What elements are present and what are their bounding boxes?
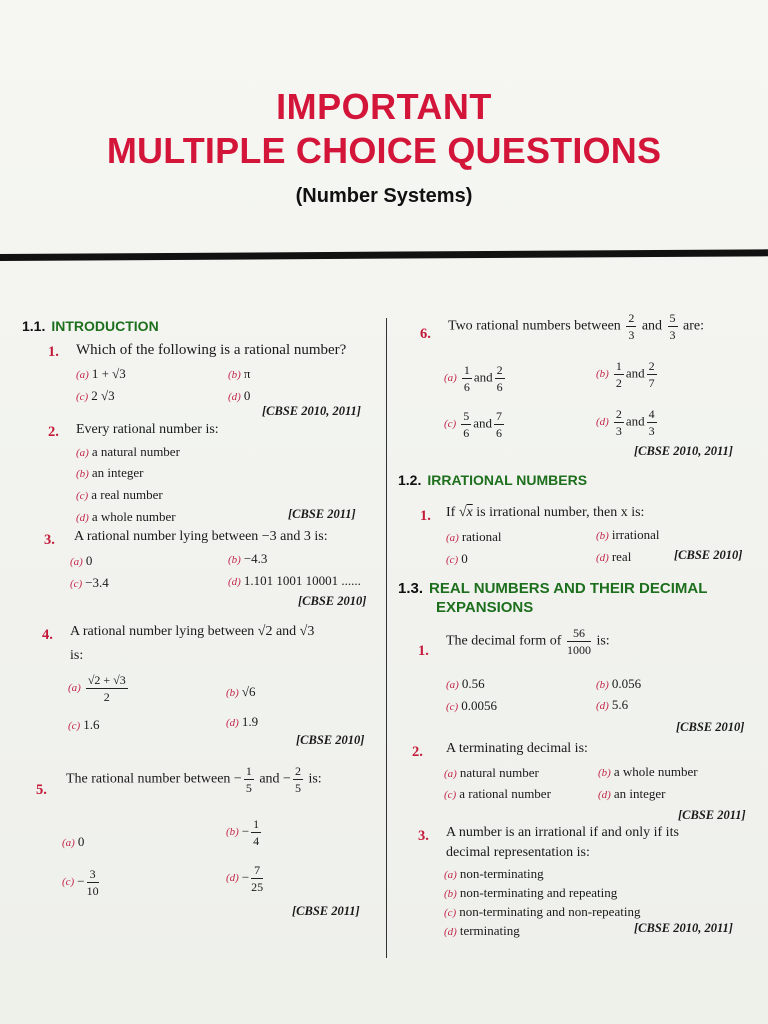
option-text: real — [611, 549, 632, 564]
option-text: terminating — [459, 923, 520, 938]
option-d — [596, 549, 631, 565]
fraction — [668, 312, 678, 341]
option-text: a real number — [91, 487, 163, 502]
option-label: (a) — [70, 556, 83, 568]
option-label: (b) — [598, 767, 611, 779]
option-text: a whole number — [613, 764, 698, 779]
column-divider — [386, 318, 387, 958]
fraction — [626, 312, 636, 341]
numerator: 3 — [87, 868, 99, 883]
option-text: 1 + √3 — [91, 366, 126, 381]
option-text: 0 — [461, 551, 468, 566]
option-text: non-terminating — [459, 866, 544, 881]
sign: − — [77, 873, 85, 889]
option-text: and — [473, 415, 492, 431]
source-citation: [CBSE 2010, 2011] — [634, 444, 733, 458]
question-text-part: Two rational numbers between — [448, 318, 621, 334]
source-citation: [CBSE 2011] — [288, 507, 356, 521]
fraction — [494, 410, 504, 439]
numerator: 2 — [615, 407, 622, 421]
numerator: 7 — [496, 409, 502, 423]
option-text: 0.56 — [461, 676, 485, 691]
option-d — [226, 864, 265, 893]
source-citation: [CBSE 2010] — [676, 720, 745, 734]
option-label: (b) — [226, 826, 239, 839]
option-text: 1.6 — [83, 717, 100, 732]
numerator: 2 — [496, 363, 503, 377]
option-label: (d) — [598, 789, 611, 801]
sign: − — [241, 823, 250, 839]
option-b — [226, 818, 263, 847]
option-a — [444, 765, 539, 781]
option-b — [596, 360, 659, 389]
question-text-continued: decimal representation is: — [446, 845, 590, 860]
numerator: 2 — [648, 359, 655, 373]
option-label: (d) — [76, 512, 89, 524]
option-label: (a) — [444, 768, 457, 780]
source-citation: [CBSE 2010] — [298, 594, 367, 608]
question-number: 4. — [42, 627, 53, 643]
section-title: REAL NUMBERS AND THEIR DECIMAL — [429, 580, 708, 597]
option-label: (c) — [76, 490, 89, 502]
option-text: 0 — [243, 388, 251, 403]
option-b — [596, 676, 641, 692]
section-title: INTRODUCTION — [51, 318, 159, 334]
option-label: (b) — [596, 679, 609, 691]
option-label: (b) — [228, 369, 241, 381]
header-subtitle: (Number Systems) — [295, 185, 473, 207]
question-text: Which of the following is a rational number? — [76, 342, 347, 358]
numerator: 1 — [245, 764, 252, 778]
option-text: rational — [461, 529, 502, 544]
option-c — [76, 487, 163, 503]
question-text-part: and − — [259, 771, 291, 787]
option-label: (c) — [68, 720, 81, 732]
denominator: 10 — [86, 884, 99, 898]
question-text-part: are: — [683, 318, 705, 334]
source-citation: [CBSE 2011] — [292, 904, 360, 918]
numerator: √2 + √3 — [87, 673, 126, 687]
fraction — [462, 364, 472, 393]
denominator: 3 — [628, 328, 635, 342]
option-a — [446, 676, 485, 692]
section-title: IRRATIONAL NUMBERS — [427, 472, 588, 488]
question-number: 1. — [420, 508, 431, 524]
option-label: (b) — [596, 368, 609, 381]
option-d — [226, 714, 258, 730]
question-text: Every rational number is: — [76, 422, 219, 437]
fraction — [461, 410, 471, 439]
denominator: 6 — [496, 380, 503, 394]
denominator: 6 — [463, 426, 470, 440]
option-c — [62, 868, 101, 897]
option-label: (c) — [76, 391, 89, 403]
sign: − — [241, 869, 250, 885]
option-c — [444, 904, 640, 920]
option-label: (d) — [596, 700, 609, 712]
denominator: 25 — [251, 880, 264, 894]
option-label: (b) — [228, 554, 241, 566]
option-text: and — [625, 365, 645, 381]
numerator: 5 — [463, 409, 470, 423]
fraction — [614, 408, 624, 437]
section-number: 1.2. — [398, 472, 422, 488]
source-citation: [CBSE 2010] — [674, 548, 743, 562]
fraction — [244, 765, 254, 794]
question-number: 3. — [44, 532, 55, 548]
question-text-continued: is: — [70, 648, 84, 663]
numerator: 56 — [567, 627, 591, 642]
option-text: a natural number — [91, 444, 180, 459]
question-text-part: is: — [308, 771, 322, 787]
option-text: π — [243, 366, 251, 381]
section-number: 1.1. — [22, 318, 46, 334]
denominator: 1000 — [566, 643, 591, 657]
option-c — [76, 388, 115, 404]
source-citation: [CBSE 2010] — [296, 733, 365, 747]
denominator: 7 — [648, 376, 655, 390]
option-text: non-terminating and non-repeating — [459, 904, 641, 919]
option-label: (a) — [444, 869, 457, 881]
option-a — [70, 553, 92, 569]
denominator: 3 — [669, 328, 676, 342]
option-label: (a) — [68, 682, 81, 695]
option-b — [444, 885, 617, 901]
option-label: (d) — [444, 926, 457, 938]
fraction — [647, 360, 657, 389]
denominator: 5 — [245, 781, 252, 795]
option-c — [446, 698, 497, 714]
question-number: 1. — [418, 643, 429, 659]
option-c — [444, 786, 551, 802]
option-label: (c) — [444, 789, 457, 801]
option-d — [228, 573, 361, 589]
option-d — [76, 509, 176, 525]
option-text: √6 — [241, 684, 256, 699]
section-title-continued: EXPANSIONS — [436, 599, 534, 616]
option-text: an integer — [91, 465, 144, 480]
denominator: 5 — [294, 781, 301, 795]
option-b — [596, 527, 659, 543]
fraction — [293, 765, 303, 794]
option-a — [68, 674, 130, 703]
question-text: A rational number lying between −3 and 3 is: — [74, 529, 328, 544]
option-text: and — [625, 413, 645, 429]
option-c — [68, 717, 99, 733]
option-text: 0.056 — [611, 676, 642, 691]
denominator: 4 — [253, 834, 260, 848]
option-label: (c) — [70, 578, 83, 590]
header-title-line2: MULTIPLE CHOICE QUESTIONS — [106, 130, 662, 171]
question-text — [446, 627, 610, 656]
option-a — [444, 866, 544, 882]
question-number: 2. — [412, 744, 423, 760]
option-d — [598, 786, 665, 802]
numerator: 2 — [628, 311, 635, 325]
option-c — [446, 551, 468, 567]
option-label: (a) — [76, 369, 89, 381]
question-text: A rational number lying between √2 and √3 — [70, 624, 315, 639]
option-label: (b) — [226, 687, 239, 699]
numerator: 5 — [669, 311, 676, 325]
header-title-line1: IMPORTANT — [276, 86, 492, 127]
question-text: A terminating decimal is: — [446, 741, 588, 756]
option-label: (c) — [446, 554, 459, 566]
denominator: 2 — [103, 690, 110, 704]
option-label: (a) — [444, 372, 457, 385]
option-label: (a) — [446, 532, 459, 544]
numerator: 7 — [251, 864, 263, 879]
section-heading-introduction — [22, 318, 159, 334]
question-number: 1. — [48, 344, 59, 360]
denominator: 6 — [463, 380, 470, 394]
section-heading-irrational-numbers — [398, 472, 587, 488]
option-text: 5.6 — [611, 697, 629, 712]
fraction — [251, 818, 261, 847]
question-text: A number is an irrational if and only if its — [446, 825, 679, 840]
option-label: (d) — [226, 872, 239, 885]
section-number: 1.3. — [398, 580, 424, 597]
numerator: 1 — [253, 817, 260, 831]
option-text: non-terminating and repeating — [459, 885, 618, 900]
option-text: natural number — [459, 765, 539, 780]
option-label: (d) — [226, 717, 239, 729]
option-d — [228, 388, 250, 404]
option-b — [228, 551, 267, 567]
option-text: −4.3 — [243, 551, 268, 566]
question-number: 5. — [36, 782, 47, 798]
option-b — [228, 366, 250, 382]
option-text: −3.4 — [85, 575, 109, 590]
header-rule — [0, 249, 768, 261]
numerator: 2 — [294, 764, 301, 778]
fraction — [614, 360, 624, 389]
option-text: 0 — [77, 834, 85, 849]
option-text: an integer — [613, 786, 666, 801]
option-label: (d) — [596, 416, 609, 429]
option-b — [598, 764, 698, 780]
option-d — [596, 697, 628, 713]
denominator: 3 — [615, 424, 622, 438]
page-header — [0, 85, 768, 208]
denominator: 2 — [615, 376, 622, 390]
option-label: (d) — [596, 552, 609, 564]
option-c — [444, 410, 506, 439]
option-label: (c) — [444, 418, 457, 431]
option-text: 1.9 — [241, 714, 259, 729]
option-text: irrational — [611, 527, 660, 542]
numerator: 4 — [648, 407, 655, 421]
fraction — [567, 627, 591, 656]
source-citation: [CBSE 2010, 2011] — [262, 404, 361, 418]
option-text: 1.101 1001 10001 ...... — [243, 573, 361, 588]
option-label: (a) — [62, 837, 75, 849]
option-a — [446, 529, 502, 545]
question-number: 2. — [48, 424, 59, 440]
option-text: a rational number — [459, 786, 551, 801]
option-label: (c) — [62, 876, 75, 889]
option-a — [444, 364, 507, 393]
numerator: 1 — [615, 359, 622, 373]
question-number: 6. — [420, 326, 431, 342]
option-text: 0 — [85, 553, 93, 568]
question-text — [448, 312, 704, 341]
source-citation: [CBSE 2010, 2011] — [634, 921, 733, 935]
question-text-part: The rational number between − — [66, 771, 242, 787]
radicand: x — [466, 505, 473, 520]
option-label: (d) — [228, 391, 241, 403]
question-number: 3. — [418, 828, 429, 844]
question-text — [66, 765, 322, 794]
question-text: If √x is irrational number, then x is: — [446, 505, 645, 520]
option-a — [76, 366, 126, 382]
denominator: 6 — [496, 426, 502, 440]
option-text: a whole number — [91, 509, 176, 524]
option-b — [76, 465, 143, 481]
question-text-part: is: — [596, 633, 610, 649]
fraction — [647, 408, 657, 437]
numerator: 1 — [463, 363, 470, 377]
option-text: 0.0056 — [461, 698, 497, 713]
option-label: (c) — [446, 701, 459, 713]
fraction — [86, 674, 128, 703]
option-label: (b) — [444, 888, 457, 900]
option-c — [70, 575, 109, 591]
option-label: (b) — [76, 468, 89, 480]
fraction — [495, 364, 505, 393]
option-text: and — [473, 369, 493, 385]
question-text-part: The decimal form of — [446, 633, 562, 649]
option-label: (b) — [596, 530, 609, 542]
option-label: (a) — [446, 679, 459, 691]
section-heading-real-numbers — [398, 580, 707, 616]
option-a — [62, 834, 84, 850]
fraction — [251, 864, 263, 893]
option-label: (a) — [76, 447, 89, 459]
option-a — [76, 444, 180, 460]
option-text: 2 √3 — [91, 388, 115, 403]
fraction — [87, 868, 99, 897]
option-b — [226, 684, 255, 700]
source-citation: [CBSE 2011] — [678, 808, 746, 822]
denominator: 3 — [648, 424, 655, 438]
option-label: (d) — [228, 576, 241, 588]
question-text-part: If — [446, 505, 456, 520]
option-d — [596, 408, 659, 437]
option-label: (c) — [444, 907, 457, 919]
option-d — [444, 923, 520, 939]
question-text-part: is irrational number, then x is: — [476, 505, 645, 520]
question-text-part: and — [641, 318, 663, 334]
